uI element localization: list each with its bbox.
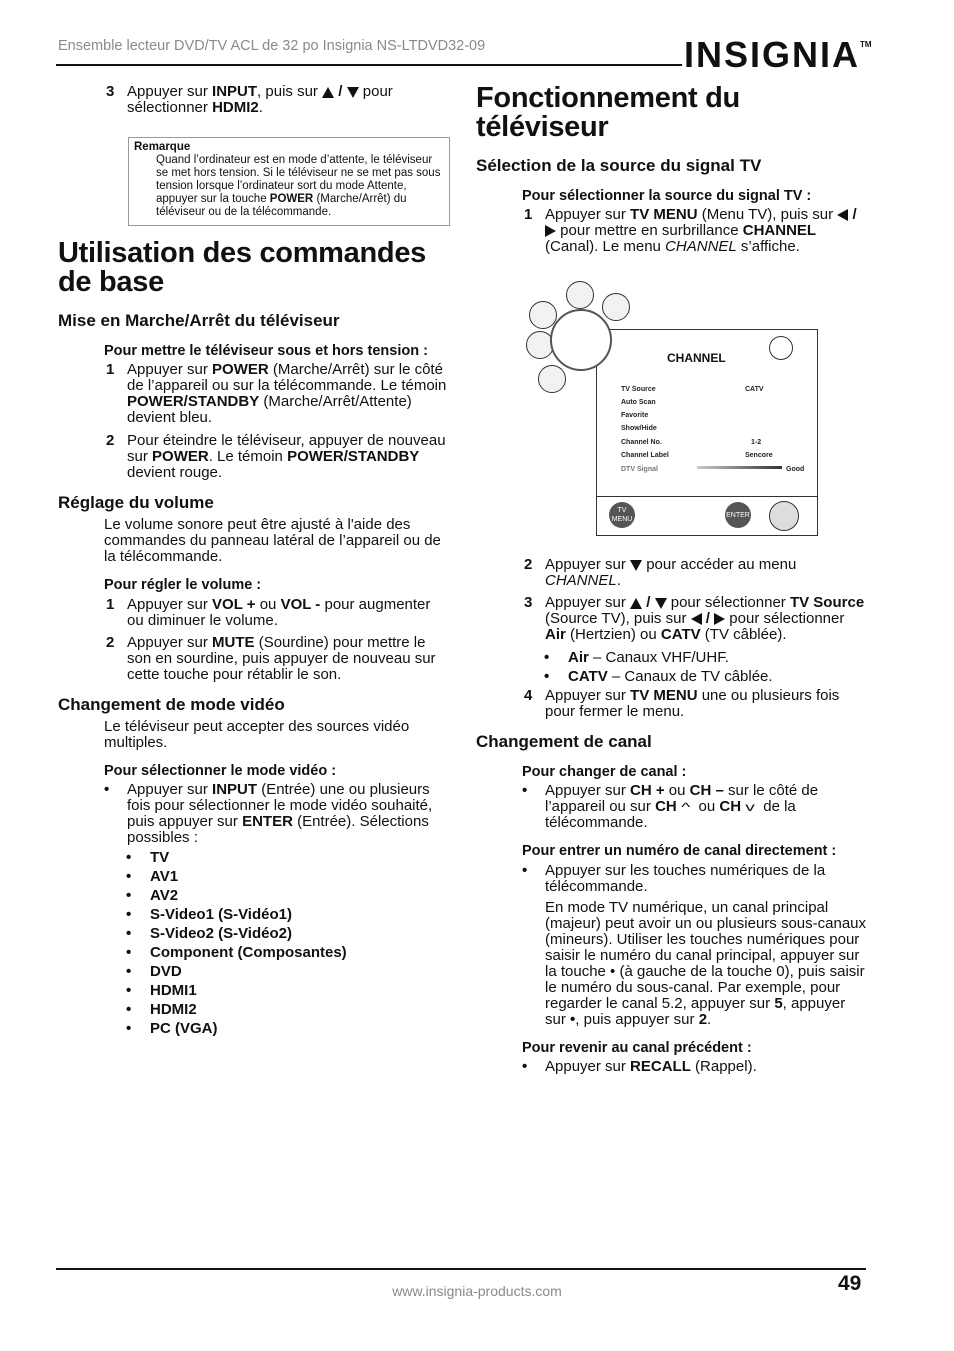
text: Appuyer sur	[545, 1058, 631, 1075]
subheading-change-channel: Pour changer de canal :	[522, 764, 687, 780]
text: (Canal). Le menu	[545, 238, 666, 255]
logo-tm: TM	[860, 40, 872, 49]
slash: /	[334, 83, 347, 100]
step-number: 2	[106, 634, 115, 651]
note-title: Remarque	[134, 141, 191, 153]
arrow-up-icon	[630, 598, 642, 609]
mode-label: HDMI1	[150, 982, 197, 999]
heading-volume: Réglage du volume	[58, 493, 214, 512]
bullet: •	[104, 781, 110, 798]
arrow-down-icon	[630, 560, 642, 571]
list-item: • TV	[126, 849, 170, 866]
video-intro: Le téléviseur peut accepter des sources vidéo multiples.	[104, 718, 410, 751]
channel-menu-icon	[550, 309, 612, 371]
key: Air	[568, 649, 589, 666]
header-rule	[56, 64, 682, 66]
source-sub-air: • Air – Canaux VHF/UHF.	[544, 649, 729, 666]
subheading-video: Pour sélectionner le mode vidéo :	[104, 763, 337, 779]
arrow-down-icon	[655, 598, 667, 609]
osd-row-label: DTV Signal	[621, 466, 658, 473]
subheading-direct-channel: Pour entrer un numéro de canal directement :	[522, 843, 837, 859]
text: , appuyer sur	[545, 995, 846, 1028]
video-mode-list	[58, 848, 450, 1038]
source-step-3	[476, 595, 868, 643]
subheading-power: Pour mettre le téléviseur sous et hors tension :	[104, 343, 428, 359]
list-item: • S-Video1 (S-Vidéo1)	[126, 906, 292, 923]
arrow-left-icon	[691, 613, 702, 625]
text: Appuyer sur	[545, 556, 631, 573]
text: de la télécommande.	[545, 798, 796, 831]
step-number: 4	[524, 687, 533, 704]
key: CH –	[689, 782, 724, 799]
key: CH +	[630, 782, 665, 799]
arrow-up-icon	[322, 87, 334, 98]
note-body	[134, 154, 441, 219]
mode-label: Component (Composantes)	[150, 944, 347, 961]
osd-row-label: Channel No.	[621, 439, 662, 446]
list-item: • S-Video2 (S-Vidéo2)	[126, 925, 292, 942]
subheading-volume: Pour régler le volume :	[104, 577, 262, 593]
text: Quand l’ordinateur est en mode d’attente, le téléviseur se met hors tension. Si le téléviseur ne se met pas sous tension lorsque l’ordinateur sort du mode Attente, appuyer sur la touche	[156, 154, 441, 205]
key: VOL +	[212, 596, 256, 613]
mode-label: HDMI2	[150, 1001, 197, 1018]
mode-label: AV2	[150, 887, 179, 904]
text: pour mettre en surbrillance	[556, 222, 743, 239]
volume-step-1	[58, 597, 450, 629]
power-key: POWER	[269, 193, 314, 205]
text: (Marche/Arrêt/Attente) devient bleu.	[127, 393, 412, 426]
signal-strength-bar	[697, 466, 782, 469]
key: TV MENU	[630, 687, 698, 704]
text: pour augmenter ou diminuer le volume.	[127, 596, 431, 629]
osd-row-label: Channel Label	[621, 452, 669, 459]
gear-icon	[566, 281, 594, 309]
right-column	[476, 84, 868, 1075]
text: Appuyer sur	[545, 782, 631, 799]
list-item: • HDMI1	[126, 982, 197, 999]
mode-label: S-Video1 (S-Vidéo1)	[150, 906, 292, 923]
text: devient rouge.	[127, 464, 223, 481]
slash: /	[642, 594, 655, 611]
slash: /	[701, 610, 715, 627]
heading-channel-change: Changement de canal	[476, 732, 652, 751]
channel-bullet-3	[476, 1059, 868, 1075]
osd-row-label: Show/Hide	[621, 425, 657, 432]
key: TV MENU	[630, 206, 698, 223]
arrow-right-icon	[545, 225, 556, 237]
mode-label: DVD	[150, 963, 182, 980]
text: .	[258, 99, 263, 116]
osd-row-value: Sencore	[745, 452, 773, 459]
list-item: • AV1	[126, 868, 179, 885]
mode-label: S-Video2 (S-Vidéo2)	[150, 925, 292, 942]
osd-title: CHANNEL	[667, 351, 726, 365]
text: ou	[664, 782, 690, 799]
source-step-4	[476, 688, 868, 720]
photo-menu-icon	[538, 365, 566, 393]
text: (Hertzien) ou	[565, 626, 661, 643]
text: (Entrée). Sélections possibles :	[127, 813, 429, 846]
text: Pour éteindre le téléviseur, appuyer de nouveau sur	[127, 432, 446, 465]
tv-menu-button-icon: TV MENU	[609, 502, 635, 528]
left-column	[58, 84, 450, 1038]
menu-name: CHANNEL	[665, 238, 737, 255]
text: (Rappel).	[690, 1058, 757, 1075]
list-item: • Component (Composantes)	[126, 944, 347, 961]
heading-video-mode: Changement de mode vidéo	[58, 695, 285, 714]
list-item: • AV2	[126, 887, 179, 904]
text: pour accéder au menu	[642, 556, 797, 573]
text: Appuyer sur	[127, 596, 213, 613]
key: RECALL	[630, 1058, 691, 1075]
header-title: Ensemble lecteur DVD/TV ACL de 32 po Insignia NS-LTDVD32-09	[58, 38, 486, 54]
text: (Source TV), puis sur	[545, 610, 691, 627]
key: •	[570, 1011, 576, 1028]
key: CATV	[568, 668, 608, 685]
osd-row-label: TV Source	[621, 386, 656, 393]
osd-row-value: CATV	[745, 386, 764, 393]
mode-label: PC (VGA)	[150, 1020, 218, 1037]
section-title-basic-controls: Utilisation des commandes de base	[58, 237, 426, 298]
channel-bullet-1	[476, 783, 868, 831]
volume-intro: Le volume sonore peut être ajusté à l'aide des commandes du panneau latéral de l’appareil ou de la télécommande.	[104, 516, 441, 565]
text: (TV câblée).	[700, 626, 787, 643]
text: .	[707, 1011, 712, 1028]
input-step-3	[58, 84, 450, 116]
text: sur le côté de l’appareil ou sur	[545, 782, 819, 815]
subheading-previous-channel: Pour revenir au canal précédent :	[522, 1040, 752, 1056]
text: (Menu TV), puis sur	[697, 206, 838, 223]
arrow-left-icon	[837, 209, 848, 221]
osd-screen	[596, 329, 818, 536]
step-number: 1	[106, 361, 115, 378]
note-box	[128, 137, 450, 226]
step-number: 1	[524, 206, 533, 223]
options-icon	[769, 336, 793, 360]
key: VOL -	[280, 596, 321, 613]
mode-label: AV1	[150, 868, 179, 885]
text: Appuyer sur	[127, 634, 213, 651]
text: Appuyer sur	[545, 206, 631, 223]
subheading-signal-source: Pour sélectionner la source du signal TV :	[522, 188, 812, 204]
arrow-down-icon	[347, 87, 359, 98]
heading-signal-source: Sélection de la source du signal TV	[476, 156, 762, 175]
step-number: 3	[106, 83, 115, 100]
text: (Entrée) une ou plusieurs fois pour sélectionner le mode vidéo souhaité, puis appuyer sur	[127, 781, 433, 830]
arrow-right-icon	[714, 613, 725, 625]
hdmi2-key: HDMI2	[212, 99, 259, 116]
text: Appuyer sur	[127, 361, 213, 378]
osd-footer	[597, 496, 817, 535]
lock-icon	[602, 293, 630, 321]
bullet: •	[522, 862, 528, 879]
text: . Le témoin	[208, 448, 288, 465]
key: TV Source	[789, 594, 865, 611]
text: pour sélectionner	[127, 83, 393, 116]
logo-text: INSIGNIA	[684, 34, 861, 75]
menu-name: CHANNEL	[545, 572, 617, 589]
key: POWER/STANDBY	[127, 393, 260, 410]
key: INPUT	[212, 781, 258, 798]
text: , puis sur	[257, 83, 323, 100]
key: POWER	[152, 448, 209, 465]
osd-row-value: 1-2	[751, 439, 762, 446]
power-step-1	[58, 362, 450, 426]
text: Appuyer sur	[127, 781, 213, 798]
osd-row-label: Favorite	[621, 412, 649, 419]
page-number: 49	[838, 1272, 862, 1295]
bullet: •	[522, 782, 528, 799]
text: Appuyer sur	[545, 687, 631, 704]
mode-label: TV	[150, 849, 170, 866]
input-key: INPUT	[212, 83, 258, 100]
channel-bullet-2	[476, 863, 868, 895]
video-bullet	[58, 782, 450, 846]
chevron-up-icon: ^	[681, 800, 691, 814]
list-item: • HDMI2	[126, 1001, 197, 1018]
text: pour sélectionner	[725, 610, 845, 627]
key: CATV	[660, 626, 701, 643]
text: Appuyer sur les touches numériques de la télécommande.	[545, 862, 826, 895]
text: .	[616, 572, 621, 589]
bullet: •	[522, 1058, 528, 1075]
text: En mode TV numérique, un canal principal (majeur) peut avoir un ou plusieurs sous-canaux (mineurs). Utiliser les touches numériques pour saisir le numéro du canal principal, appuyer sur la touche • (à gauche de la touche 0), puis saisir le numéro du sous-canal. Par exemple, pour regarder le canal 5.2, appuyer sur	[545, 899, 866, 1012]
key: 2	[698, 1011, 708, 1028]
chevron-down-icon: v	[745, 800, 755, 814]
text: s’affiche.	[736, 238, 800, 255]
osd-row-value: Good	[786, 466, 805, 473]
step-number: 2	[106, 432, 115, 449]
navigation-pad-icon	[769, 501, 799, 531]
text: (Marche/Arrêt) du téléviseur ou de la télécommande.	[156, 193, 407, 218]
text: ou	[255, 596, 281, 613]
source-step-2	[476, 557, 868, 589]
channel-menu-illustration	[526, 279, 846, 543]
text: – Canaux de TV câblée.	[607, 668, 773, 685]
section-title-tv-operation: Fonctionnement du téléviseur	[476, 82, 740, 143]
text: une ou plusieurs fois pour fermer le menu.	[545, 687, 840, 720]
insignia-logo	[684, 34, 872, 76]
text: Appuyer sur	[545, 594, 631, 611]
enter-button-icon: ENTER	[725, 502, 751, 528]
step-number: 1	[106, 596, 115, 613]
volume-step-2	[58, 635, 450, 683]
key: MUTE	[212, 634, 255, 651]
footer-url: www.insignia-products.com	[392, 1283, 562, 1299]
key: POWER	[212, 361, 269, 378]
osd-row-label: Auto Scan	[621, 399, 656, 406]
text: Appuyer sur	[127, 83, 213, 100]
source-sub-catv: • CATV – Canaux de TV câblée.	[544, 668, 773, 685]
step-number: 2	[524, 556, 533, 573]
text: ou	[694, 798, 720, 815]
key: CH	[655, 798, 677, 815]
footer-rule	[56, 1268, 866, 1270]
text: (Marche/Arrêt) sur le côté de l’appareil ou sur la télécommande. Le témoin	[127, 361, 447, 394]
slash: /	[848, 206, 857, 223]
heading-power: Mise en Marche/Arrêt du téléviseur	[58, 311, 340, 330]
key: 5	[774, 995, 783, 1012]
list-item: • DVD	[126, 963, 182, 980]
text: pour sélectionner	[666, 594, 790, 611]
text: – Canaux VHF/UHF.	[588, 649, 729, 666]
source-step-1	[476, 207, 868, 255]
key: CH	[719, 798, 742, 815]
key: POWER/STANDBY	[287, 448, 420, 465]
digital-channel-paragraph	[476, 900, 868, 1028]
text: , puis appuyer sur	[575, 1011, 699, 1028]
step-number: 3	[524, 594, 533, 611]
key: Air	[545, 626, 566, 643]
power-step-2	[58, 433, 450, 481]
key: CHANNEL	[742, 222, 817, 239]
text: (Sourdine) pour mettre le son en sourdine, puis appuyer de nouveau sur cette touche pour rétablir le son.	[127, 634, 436, 683]
list-item: • PC (VGA)	[126, 1020, 218, 1037]
key: ENTER	[242, 813, 293, 830]
